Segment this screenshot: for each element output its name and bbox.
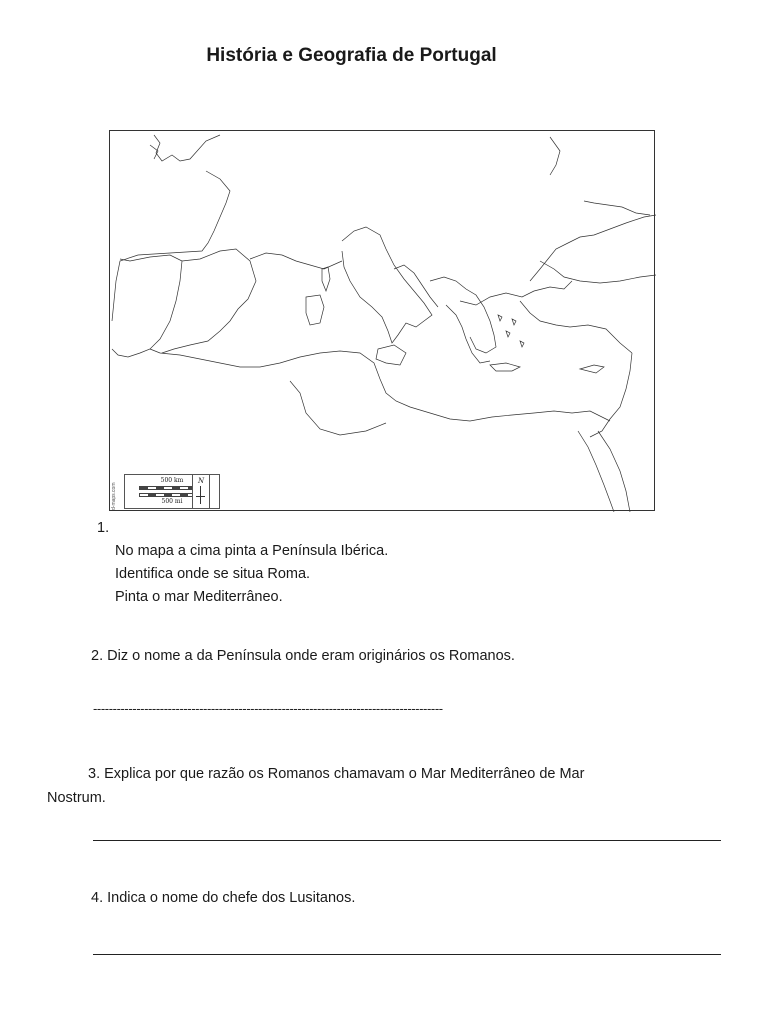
map-site-credit: d-maps.com xyxy=(111,482,117,510)
question-3-answer-line[interactable] xyxy=(93,840,721,841)
question-1-number: 1. xyxy=(97,520,110,536)
compass-cross xyxy=(196,496,205,497)
scale-km-label: 500 km xyxy=(160,477,184,484)
north-arrow-icon xyxy=(200,486,201,504)
mediterranean-outline-map xyxy=(109,130,655,511)
question-4-answer-line[interactable] xyxy=(93,954,721,955)
question-1-line-3: Pinta o mar Mediterrâneo. xyxy=(115,589,283,605)
question-2-answer-line[interactable]: ----------------------------------------------------------------------------------------- xyxy=(93,701,443,716)
north-label: N xyxy=(197,477,205,485)
question-1-line-1: No mapa a cima pinta a Península Ibérica. xyxy=(115,543,389,559)
page-title: História e Geografia de Portugal xyxy=(206,45,497,66)
map-coastlines xyxy=(110,131,656,512)
question-3-text: 3. Explica por que razão os Romanos chamavam o Mar Mediterrâneo de Mar xyxy=(88,766,585,782)
question-1-line-2: Identifica onde se situa Roma. xyxy=(115,566,311,582)
scale-mi-label: 500 mi xyxy=(161,498,183,505)
question-3-text-continued: Nostrum. xyxy=(47,790,106,806)
question-2-text: 2. Diz o nome a da Península onde eram originários os Romanos. xyxy=(91,648,515,664)
north-arrow xyxy=(192,474,210,509)
question-4-text: 4. Indica o nome do chefe dos Lusitanos. xyxy=(91,890,356,906)
